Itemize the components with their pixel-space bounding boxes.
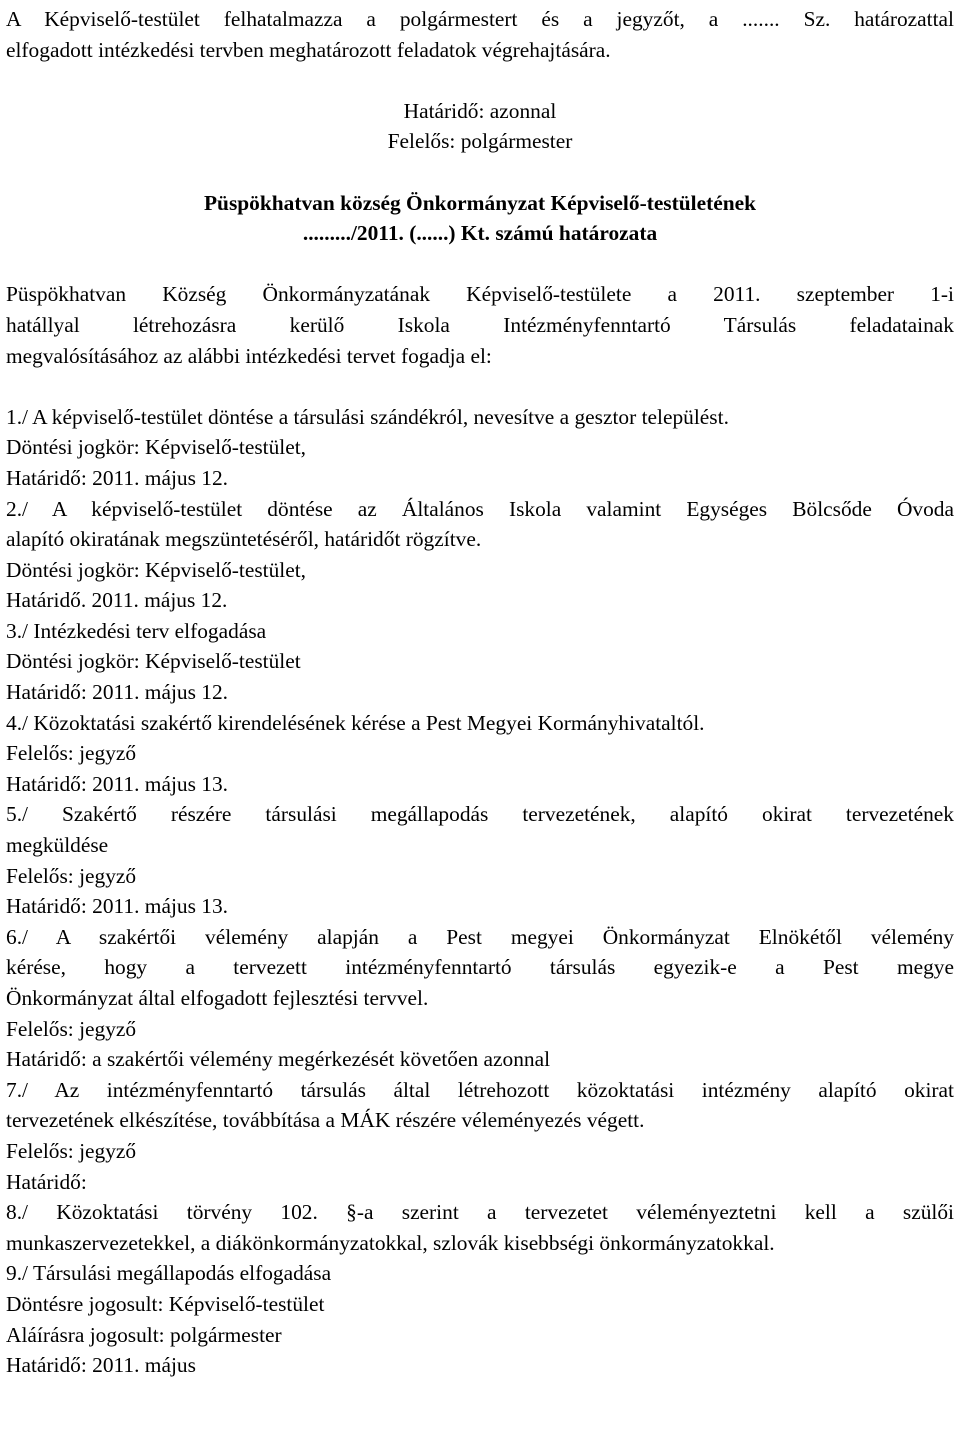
item-title-line-2: kérése, hogy a tervezett intézményfenntartó társulás egyezik-e a Pest megye — [6, 955, 954, 980]
spacer — [6, 371, 954, 402]
spacer — [6, 65, 954, 96]
list-item — [6, 1258, 954, 1380]
intro-line-1: A Képviselő-testület felhatalmazza a polgármestert és a jegyzőt, a ....... Sz. határozattal — [6, 7, 954, 31]
item-title-line-2: munkaszervezetekkel, a diákönkormányzatokkal, szlovák kisebbségi önkormányzatokkal. — [6, 1230, 775, 1255]
item-responsible: Felelős: jegyző — [6, 1016, 137, 1041]
item-title: 3./ Intézkedési terv elfogadása — [6, 618, 267, 643]
item-deadline: Határidő: — [6, 1169, 87, 1194]
resolution-heading-line-1: Püspökhatvan község Önkormányzat Képviselő-testületének — [203, 190, 756, 215]
item-title-line-2: tervezetének elkészítése, továbbítása a MÁK részére véleményezés végett. — [6, 1108, 645, 1133]
item-title-line-1: 7./ Az intézményfenntartó társulás által létrehozott közoktatási intézmény alapító okirat — [6, 1077, 954, 1102]
list-item — [6, 1075, 954, 1197]
item-responsible: Felelős: jegyző — [6, 741, 137, 766]
item-authority: Döntési jogkör: Képviselő-testület — [6, 649, 301, 674]
intro-responsible: Felelős: polgármester — [387, 129, 573, 154]
list-item — [6, 708, 954, 800]
item-authority: Döntési jogkör: Képviselő-testület, — [6, 557, 307, 582]
item-title: 4./ Közoktatási szakértő kirendelésének kérése a Pest Megyei Kormányhivataltól. — [6, 710, 705, 735]
item-deadline: Határidő: a szakértői vélemény megérkezését követően azonnal — [6, 1047, 551, 1072]
list-item — [6, 402, 954, 494]
item-signature: Aláírásra jogosult: polgármester — [6, 1322, 282, 1347]
spacer — [6, 249, 954, 280]
item-title-line-3: Önkormányzat által elfogadott fejlesztési tervvel. — [6, 986, 429, 1010]
intro-deadline: Határidő: azonnal — [403, 98, 557, 123]
item-authority: Döntési jogkör: Képviselő-testület, — [6, 435, 307, 460]
list-item — [6, 494, 954, 616]
item-title-line-1: 2./ A képviselő-testület döntése az Általános Iskola valamint Egységes Bölcsőde Óvoda — [6, 496, 954, 521]
item-deadline: Határidő: 2011. május 13. — [6, 771, 228, 796]
item-deadline: Határidő: 2011. május — [6, 1353, 196, 1378]
item-title-line-2: alapító okiratának megszüntetéséről, határidőt rögzítve. — [6, 527, 482, 552]
item-title-line-2: megküldése — [6, 833, 109, 858]
intro-line-2: elfogadott intézkedési tervben meghatározott feladatok végrehajtására. — [6, 37, 611, 62]
list-item — [6, 799, 954, 921]
item-deadline: Határidő: 2011. május 12. — [6, 680, 228, 705]
item-title: 9./ Társulási megállapodás elfogadása — [6, 1261, 332, 1286]
list-item — [6, 922, 954, 1075]
item-decision: Döntésre jogosult: Képviselő-testület — [6, 1291, 325, 1316]
item-deadline: Határidő: 2011. május 13. — [6, 894, 228, 919]
item-responsible: Felelős: jegyző — [6, 863, 137, 888]
item-responsible: Felelős: jegyző — [6, 1138, 137, 1163]
item-deadline: Határidő: 2011. május 12. — [6, 465, 228, 490]
preamble-line-2: hatállyal létrehozásra kerülő Iskola Intézményfenntartó Társulás feladatainak — [6, 312, 954, 337]
item-title-line-1: 6./ A szakértői vélemény alapján a Pest megyei Önkormányzat Elnökétől vélemény — [6, 924, 954, 949]
resolution-heading-line-2: ........./2011. (......) Kt. számú határozata — [302, 221, 658, 246]
item-title-line-1: 5./ Szakértő részére társulási megállapodás tervezetének, alapító okirat tervezetének — [6, 802, 954, 827]
item-title: 1./ A képviselő-testület döntése a társulási szándékról, nevesítve a gesztor települést. — [6, 404, 729, 429]
item-title-line-1: 8./ Közoktatási törvény 102. §-a szerint a tervezetet véleményeztetni kell a szülői — [6, 1200, 954, 1225]
item-deadline: Határidő. 2011. május 12. — [6, 588, 228, 613]
preamble-line-3: megvalósításához az alábbi intézkedési tervet fogadja el: — [6, 343, 492, 368]
preamble-line-1: Püspökhatvan Község Önkormányzatának Képviselő-testülete a 2011. szeptember 1-i — [6, 282, 954, 307]
spacer — [6, 157, 954, 188]
list-item — [6, 616, 954, 708]
list-item — [6, 1197, 954, 1258]
